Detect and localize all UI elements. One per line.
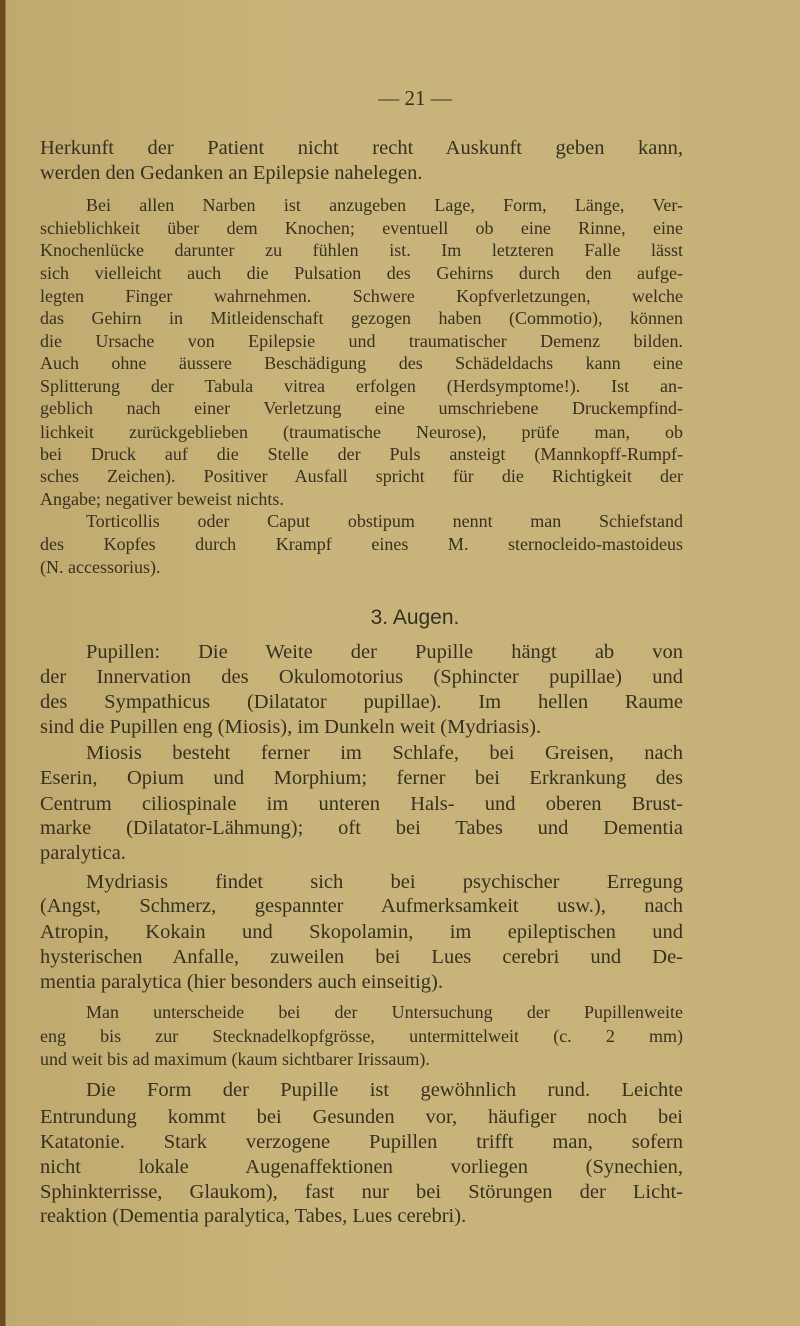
paragraph-7-line: nicht lokale Augenaffektionen vorliegen (Synechien,	[40, 1156, 683, 1178]
paragraph-6-line: eng bis zur Stecknadelkopfgrösse, untermittelweit (c. 2 mm)	[40, 1026, 683, 1046]
paragraph-5-line: hysterischen Anfalle, zuweilen bei Lues cerebri und De-	[40, 946, 683, 968]
paragraph-1-line: geblich nach einer Verletzung eine umschriebene Druckempfind-	[40, 398, 683, 418]
paragraph-4-line: marke (Dilatator-Lähmung); oft bei Tabes und Dementia	[40, 817, 683, 839]
paragraph-5-line: mentia paralytica (hier besonders auch einseitig).	[40, 971, 444, 993]
paragraph-4-line: Centrum ciliospinale im unteren Hals- und oberen Brust-	[40, 793, 683, 815]
paragraph-5-line: Mydriasis findet sich bei psychischer Erregung	[86, 871, 683, 893]
paragraph-4-line: paralytica.	[40, 842, 126, 864]
paragraph-1-line: schieblichkeit über dem Knochen; eventuell ob eine Rinne, eine	[40, 218, 683, 238]
paragraph-1-line: bei Druck auf die Stelle der Puls ansteigt (Mannkopff-Rumpf-	[40, 444, 683, 464]
paragraph-0-line: Herkunft der Patient nicht recht Auskunft geben kann,	[40, 137, 683, 159]
paragraph-6-line: und weit bis ad maximum (kaum sichtbarer Irissaum).	[40, 1049, 430, 1069]
paragraph-3-line: Pupillen: Die Weite der Pupille hängt ab von	[86, 641, 683, 663]
paragraph-0-line: werden den Gedanken an Epilepsie nahelegen.	[40, 162, 423, 184]
paragraph-7-line: Sphinkterrisse, Glaukom), fast nur bei Störungen der Licht-	[40, 1181, 683, 1203]
paragraph-1-line: die Ursache von Epilepsie und traumatischer Demenz bilden.	[40, 331, 683, 351]
section-heading: 3. Augen.	[370, 606, 460, 629]
paragraph-4-line: Eserin, Opium und Morphium; ferner bei Erkrankung des	[40, 767, 683, 789]
paragraph-1-line: sich vielleicht auch die Pulsation des Gehirns durch den aufge-	[40, 263, 683, 283]
paragraph-1-line: sches Zeichen). Positiver Ausfall spricht für die Richtigkeit der	[40, 466, 683, 486]
paragraph-1-line: Auch ohne äussere Beschädigung des Schädeldachs kann eine	[40, 353, 683, 373]
page-number: — 21 —	[378, 86, 452, 110]
paragraph-1-line: lichkeit zurückgeblieben (traumatische Neurose), prüfe man, ob	[40, 422, 683, 442]
paragraph-6-line: Man unterscheide bei der Untersuchung der Pupillenweite	[86, 1002, 683, 1022]
paragraph-1-line: Angabe; negativer beweist nichts.	[40, 489, 284, 509]
paragraph-1-line: Bei allen Narben ist anzugeben Lage, Form, Länge, Ver-	[86, 195, 683, 215]
paragraph-7-line: reaktion (Dementia paralytica, Tabes, Lues cerebri).	[40, 1205, 467, 1227]
paragraph-1-line: legten Finger wahrnehmen. Schwere Kopfverletzungen, welche	[40, 286, 683, 306]
paragraph-3-line: sind die Pupillen eng (Miosis), im Dunkeln weit (Mydriasis).	[40, 716, 542, 738]
paragraph-1-line: Splitterung der Tabula vitrea erfolgen (Herdsymptome!). Ist an-	[40, 376, 683, 396]
paragraph-7-line: Katatonie. Stark verzogene Pupillen trifft man, sofern	[40, 1131, 683, 1153]
paragraph-3-line: der Innervation des Okulomotorius (Sphincter pupillae) und	[40, 666, 683, 688]
paragraph-2-line: (N. accessorius).	[40, 557, 161, 577]
paragraph-1-line: Knochenlücke darunter zu fühlen ist. Im letzteren Falle lässt	[40, 240, 683, 260]
paragraph-7-line: Entrundung kommt bei Gesunden vor, häufiger noch bei	[40, 1106, 683, 1128]
paragraph-3-line: des Sympathicus (Dilatator pupillae). Im hellen Raume	[40, 691, 683, 713]
paragraph-7-line: Die Form der Pupille ist gewöhnlich rund. Leichte	[86, 1079, 683, 1101]
paragraph-5-line: (Angst, Schmerz, gespannter Aufmerksamkeit usw.), nach	[40, 895, 683, 917]
paragraph-5-line: Atropin, Kokain und Skopolamin, im epileptischen und	[40, 921, 683, 943]
paragraph-2-line: des Kopfes durch Krampf eines M. sternocleido-mastoideus	[40, 534, 683, 554]
paragraph-1-line: das Gehirn in Mitleidenschaft gezogen haben (Commotio), können	[40, 308, 683, 328]
paragraph-4-line: Miosis besteht ferner im Schlafe, bei Greisen, nach	[86, 742, 683, 764]
paragraph-2-line: Torticollis oder Caput obstipum nennt man Schiefstand	[86, 511, 683, 531]
